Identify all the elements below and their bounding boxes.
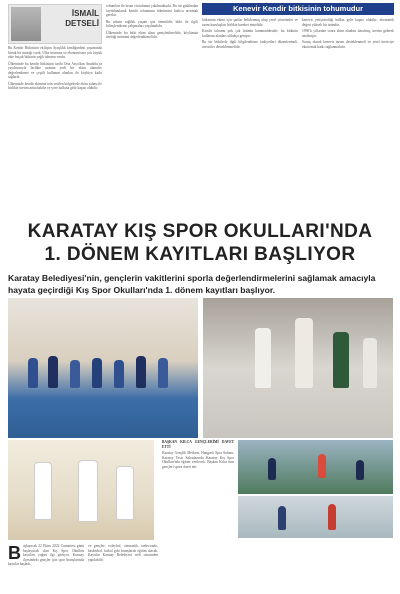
bottom-column-2 <box>88 544 158 562</box>
photo-taekwondo <box>8 440 154 540</box>
paragraph: Kendir tohumu pek çok ürünün hammaddesidir; bu bitkinin kullanım alanları oldukça geniştir. <box>202 29 298 38</box>
top-column-1 <box>8 46 102 93</box>
paragraph: ve gençler; voleybol, cimnastik, taekwondo, basketbol, futbol gibi branşlarda eğitim alacak. Kayıtlar Karatay Belediyesi web sitesinden yapılabilir. <box>88 544 158 562</box>
paragraph: 1990'lı yıllardan sonra ekim alanları daralmış, üretim giderek azalmıştır. <box>302 29 394 38</box>
paragraph: Sonuç olarak kenevir tarımı desteklenmeli ve yerel üreticiye ekonomik katkı sağlanmalıdır. <box>302 40 394 49</box>
top-column-3 <box>202 18 298 51</box>
paragraph: Bu tür bitkilerle ilgili bilgilendirme faaliyetleri düzenlenmeli, üreticiler desteklenmelidir. <box>202 40 298 49</box>
paragraph: kenevir yetiştiriciliği halkın gelir kapısı olabilir; ekonomik değeri yüksek bir üründür. <box>302 18 394 27</box>
author-name: İSMAİL DETSELİ <box>65 9 99 28</box>
paragraph: Ülkemizde bu kendir bitkisinin tarihi Orta Asya'dan Anadolu'ya yayılmasıyla birlikte uzanan yerli bir ekim alanıdır; değerlendirme ve çeşitli kullanım alanları ile köylüye katkı sağlardı. <box>8 61 102 79</box>
bottom-column-3 <box>162 440 234 471</box>
top-column-2 <box>106 4 198 42</box>
headline-line-2: 1. DÖNEM KAYITLARI BAŞLIYOR <box>44 244 356 265</box>
top-article-area <box>0 0 400 218</box>
bottom-column-1 <box>8 544 84 567</box>
photo-football <box>238 440 393 494</box>
paragraph: Bu tohum sağlıklı yaşam için önemlidir; bitki ile ilgili bilinçlendirme çalışmaları yapılmalıdır. <box>106 19 198 28</box>
paragraph: Karatay Gençlik Merkezi, Hangarlı Spor Salonu, Karatay Tesis Salonlarında Karatay Kış Spor Okulları'nda eğitim verilecek. Başkan Kılca tüm gençleri spora davet etti. <box>162 451 234 469</box>
photo-basketball <box>238 496 393 538</box>
paragraph: Ülkemizde bu bitki ekim alanı genişletilmelidir, köylümüz ürettiği ürününü değerlendirmelidir. <box>106 30 198 39</box>
paragraph: aşlayacak 22 Ekim 2022 Cumartesi günü başlayacak olan Kış Spor Okulları kayıtları yoğun ilgi görüyor. Karatay ilçesindeki gençler için spor branşlarında kayıtlar başladı. <box>8 544 84 566</box>
kenevir-headline-bar: Kenevir Kendir bitkisinin tohumudur <box>202 3 394 15</box>
drop-cap: B <box>8 543 21 563</box>
headline-line-1: KARATAY KIŞ SPOR OKULLARI'NDA <box>27 221 373 242</box>
author-byline <box>8 4 102 44</box>
main-headline <box>0 220 400 266</box>
subheadline: Karatay Belediyesi'nin, gençlerin vakitlerini sporla değerlendirmelerini sağlamak amacıyla hayata geçirdiği Kış Spor Okulları'nda 1. dönem kayıtları başlıyor. <box>8 273 376 295</box>
section-heading: BAŞKAN KILCA GENÇLERİMİ DAVET ETTİ <box>162 440 234 449</box>
paragraph: tohumları ile insan vücudunun yakılmaktadır. Bu tür gıdalardan faydalanılarak kendir tohumuna tüketimini hızlıca artırmak gerekir. <box>106 4 198 17</box>
paragraph: Ülkemizde kendir ekimine izin verilen bölgelerde ekim sahası ile birlikte üretim arttırılabilir ve yöre halkına gelir kapısı olabilir. <box>8 81 102 90</box>
paragraph: bitkisinin ekimi için şartlar belirlenmiş olup yerel yönetimler ve tarım kuruluşları birlikte hareket etmelidir. <box>202 18 298 27</box>
photo-kids-exercise <box>203 298 393 438</box>
top-column-4 <box>302 18 394 51</box>
author-photo <box>11 7 41 41</box>
paragraph: Bu Kendir Bitkisinin ekilişini Ayaşlılık kimliğindeki yaşamında birtak bir müziği vardı. Ülke insanına ve ekonomisine çok büyük ekte buçuk bitkinin yağlı tohumu vardır. <box>8 46 102 59</box>
photo-gymnastics-class <box>8 298 198 438</box>
